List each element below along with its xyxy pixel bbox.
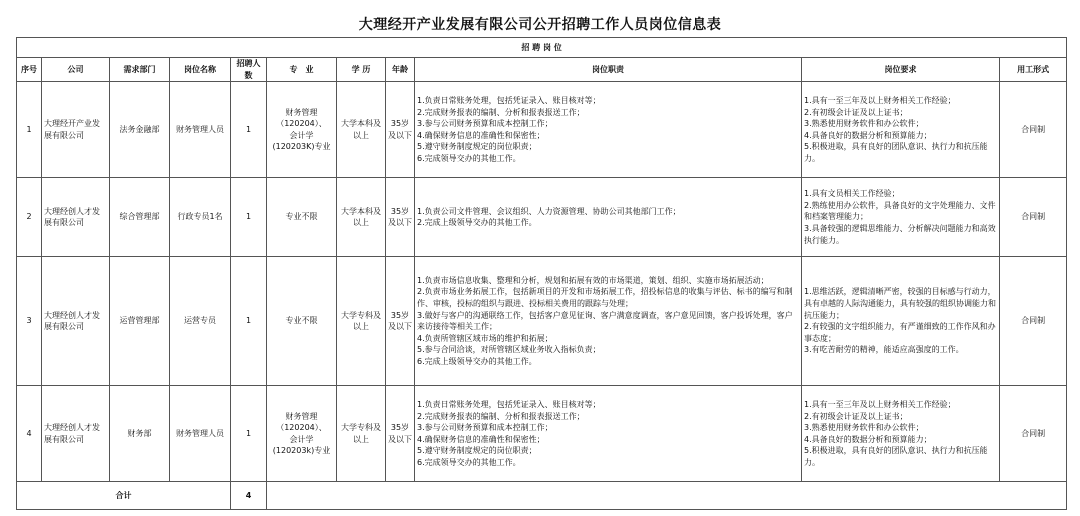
requirement-item: 4.具备良好的数据分析和预算能力； [804, 130, 932, 140]
group-header-row [17, 38, 1067, 58]
cell-no: 4 [17, 386, 42, 482]
cell-age: 35岁及以下 [386, 257, 415, 386]
cell-major [267, 178, 337, 257]
total-row [17, 482, 1067, 510]
cell-employment: 合同制 [1000, 386, 1067, 482]
duty-item: 2.完成财务报表的编制、分析和报表报送工作； [417, 107, 585, 117]
cell-requirements [802, 386, 1000, 482]
cell-company: 大理经创人才发展有限公司 [42, 386, 110, 482]
duty-item: 4.确保财务信息的准确性和保密性； [417, 130, 545, 140]
table-row [17, 178, 1067, 257]
header-age: 年龄 [386, 58, 415, 82]
header-employment: 用工形式 [1000, 58, 1067, 82]
duty-item: 1.负责日常账务处理，包括凭证录入、账目核对等； [417, 399, 601, 409]
total-count: 4 [231, 482, 267, 510]
major-line: 专业不限 [285, 316, 318, 326]
cell-company: 大理经开产业发展有限公司 [42, 82, 110, 178]
cell-education: 大学专科及以上 [337, 386, 386, 482]
requirement-item: 1.具有一至三年及以上财务相关工作经验； [804, 399, 956, 409]
requirement-item: 5.积极进取，具有良好的团队意识、执行力和抗压能力。 [804, 142, 988, 163]
header-count: 招聘人数 [231, 58, 267, 82]
header-duties: 岗位职责 [415, 58, 802, 82]
duty-item: 4.确保财务信息的准确性和保密性； [417, 434, 545, 444]
cell-department: 综合管理部 [110, 178, 170, 257]
cell-count: 1 [231, 178, 267, 257]
cell-duties [415, 178, 802, 257]
cell-employment: 合同制 [1000, 257, 1067, 386]
cell-no: 1 [17, 82, 42, 178]
header-position: 岗位名称 [170, 58, 231, 82]
major-line: 会计学 [289, 434, 314, 444]
requirement-item: 2.有初级会计证及以上证书； [804, 411, 908, 421]
cell-company: 大理经创人才发展有限公司 [42, 178, 110, 257]
cell-position: 财务管理人员 [170, 82, 231, 178]
requirement-item: 5.积极进取，具有良好的团队意识、执行力和抗压能力。 [804, 446, 988, 467]
duty-item: 3.参与公司财务预算和成本控制工作； [417, 119, 553, 129]
requirement-item: 2.有初级会计证及以上证书； [804, 107, 908, 117]
cell-count: 1 [231, 257, 267, 386]
cell-education: 大学本科及以上 [337, 178, 386, 257]
duty-item: 1.负责公司文件管理、会议组织、人力资源管理、协助公司其他部门工作； [417, 206, 681, 216]
cell-count: 1 [231, 386, 267, 482]
duty-item: 2.完成财务报表的编制、分析和报表报送工作； [417, 411, 585, 421]
duty-item: 1.负责日常账务处理，包括凭证录入、账目核对等； [417, 95, 601, 105]
cell-position: 财务管理人员 [170, 386, 231, 482]
cell-age: 35岁及以下 [386, 178, 415, 257]
major-line: 财务管理 [285, 107, 318, 117]
duty-item: 5.遵守财务制度规定的岗位职责； [417, 446, 537, 456]
major-line: (120203k)专业 [272, 446, 331, 456]
header-company: 公司 [42, 58, 110, 82]
cell-duties [415, 257, 802, 386]
cell-duties [415, 82, 802, 178]
major-line: 会计学 [289, 130, 314, 140]
duty-item: 3.做好与客户的沟通联络工作，包括客户意见征询、客户满意度调查，客户意见回馈，客户投诉处理，客户来访接待等相关工作； [417, 310, 793, 332]
duty-item: 1.负责市场信息收集、整理和分析，规划和拓展有效的市场渠道，策划、组织、实施市场拓展活动； [417, 275, 769, 285]
cell-no: 2 [17, 178, 42, 257]
cell-employment: 合同制 [1000, 82, 1067, 178]
header-education: 学 历 [337, 58, 386, 82]
requirement-item: 2.熟练使用办公软件，具备良好的文字处理能力、文件和档案管理能力； [804, 200, 996, 222]
total-empty-cell [267, 482, 1067, 510]
duty-item: 4.负责所管辖区域市场的维护和拓展； [417, 333, 553, 343]
table-row [17, 257, 1067, 386]
cell-position: 运营专员 [170, 257, 231, 386]
cell-count: 1 [231, 82, 267, 178]
table-row [17, 82, 1067, 178]
cell-major [267, 257, 337, 386]
requirement-item: 4.具备良好的数据分析和预算能力； [804, 434, 932, 444]
cell-requirements [802, 178, 1000, 257]
major-line: (120203K)专业 [272, 142, 331, 152]
group-header: 招 聘 岗 位 [17, 38, 1067, 58]
cell-major [267, 386, 337, 482]
header-requirements: 岗位要求 [802, 58, 1000, 82]
duty-item: 3.参与公司财务预算和成本控制工作； [417, 423, 553, 433]
cell-age: 35岁及以下 [386, 82, 415, 178]
requirement-item: 3.熟悉使用财务软件和办公软件； [804, 423, 924, 433]
table-row [17, 386, 1067, 482]
cell-major [267, 82, 337, 178]
cell-no: 3 [17, 257, 42, 386]
requirement-item: 2.有较强的文字组织能力，有严谨细致的工作作风和办事态度； [804, 322, 996, 343]
requirement-item: 3.具备较强的逻辑思维能力、分析解决问题能力和高效执行能力。 [804, 223, 996, 245]
duty-item: 6.完成上级领导交办的其他工作。 [417, 356, 537, 366]
cell-age: 35岁及以下 [386, 386, 415, 482]
total-label: 合计 [17, 482, 231, 510]
document-title: 大理经开产业发展有限公司公开招聘工作人员岗位信息表 [358, 17, 722, 33]
header-major: 专 业 [267, 58, 337, 82]
major-line: 财务管理 [285, 411, 318, 421]
cell-duties [415, 386, 802, 482]
column-header-row [17, 58, 1067, 82]
major-line: （120204）、 [276, 119, 327, 129]
cell-department: 法务金融部 [110, 82, 170, 178]
duty-item: 2.完成上级领导交办的其他工作。 [417, 218, 537, 228]
requirement-item: 3.有吃苦耐劳的精神，能适应高强度的工作。 [804, 345, 964, 355]
cell-employment: 合同制 [1000, 178, 1067, 257]
recruitment-table [16, 37, 1067, 510]
requirement-item: 1.具有文员相关工作经验； [804, 189, 900, 199]
duty-item: 5.遵守财务制度规定的岗位职责； [417, 142, 537, 152]
major-line: （120204）、 [276, 423, 327, 433]
cell-education: 大学本科及以上 [337, 82, 386, 178]
cell-department: 运营管理部 [110, 257, 170, 386]
cell-requirements [802, 82, 1000, 178]
requirement-item: 1.具有一至三年及以上财务相关工作经验； [804, 95, 956, 105]
cell-education: 大学专科及以上 [337, 257, 386, 386]
header-no: 序号 [17, 58, 42, 82]
duty-item: 6.完成领导交办的其他工作。 [417, 457, 521, 467]
cell-company: 大理经创人才发展有限公司 [42, 257, 110, 386]
requirement-item: 3.熟悉使用财务软件和办公软件； [804, 119, 924, 129]
requirement-item: 1.思维活跃，逻辑清晰严密，较强的目标感与行动力，具有卓越的人际沟通能力，具有较强的组织协调能力和抗压能力； [804, 287, 996, 320]
duty-item: 6.完成领导交办的其他工作。 [417, 153, 521, 163]
duty-item: 2.负责市场业务拓展工作，包括新项目的开发和市场拓展工作，招投标信息的收集与评估、标书的编写和制作、审核，投标的组织与跟进、投标相关费用的跟踪与处理； [417, 287, 793, 308]
header-department: 需求部门 [110, 58, 170, 82]
duty-item: 5.参与合同洽谈，对所管辖区域业务收入指标负责； [417, 345, 601, 355]
cell-department: 财务部 [110, 386, 170, 482]
cell-position: 行政专员1名 [170, 178, 231, 257]
cell-requirements [802, 257, 1000, 386]
major-line: 专业不限 [285, 212, 318, 222]
